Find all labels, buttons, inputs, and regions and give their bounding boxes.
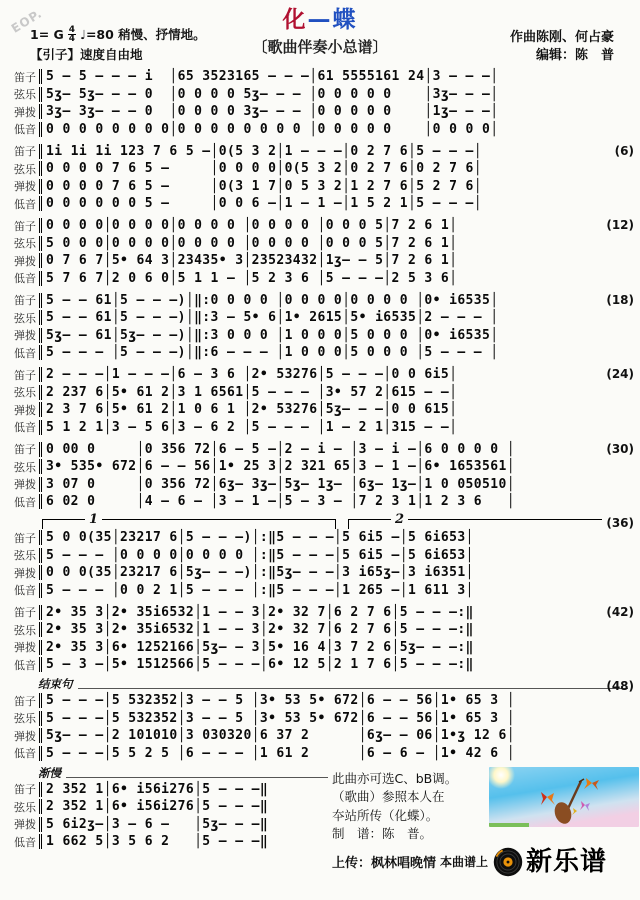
instrument-label: 弹拨 bbox=[14, 329, 36, 343]
notes-line: 5 — — — │0 0 0 0│0 0 0 0 │:‖5 — — —│5 6i5 —│5 6i653│ bbox=[39, 548, 474, 563]
instrument-label: 弦乐 bbox=[14, 549, 36, 563]
notes-line: 2 3 7 6│5• 61 2│1 0 6 1 │2• 53276│5ʒ— — —│0 0 615│ bbox=[39, 402, 457, 417]
stave-row bbox=[6, 547, 630, 565]
stave-row bbox=[6, 564, 630, 582]
instrument-label: 弹拨 bbox=[14, 478, 36, 492]
stave-row bbox=[6, 692, 630, 710]
bottom-score-slot bbox=[6, 767, 330, 878]
system-4 bbox=[6, 292, 634, 362]
instrument-label: 笛子 bbox=[14, 145, 36, 159]
instrument-label: 弹拨 bbox=[14, 729, 36, 743]
instrument-label: 低音 bbox=[14, 584, 36, 598]
instrument-label: 弹拨 bbox=[14, 566, 36, 580]
instrument-label: 低音 bbox=[14, 346, 36, 360]
notes-line: 1i 1i 1i 123 7 6 5 —│0(5 3 2│1 — — —│0 2 7 6│5 — — —│ bbox=[39, 144, 482, 159]
stave-row bbox=[6, 529, 630, 547]
tempo-label: ♩=80 稍慢、抒情地。 bbox=[80, 27, 206, 42]
stave-row bbox=[6, 270, 630, 288]
notes-line: 0 0 0 0 0 0 5 — │0 0 6 —│1 — 1 —│1 5 2 1│5 — — —│ bbox=[39, 196, 482, 211]
footer-top bbox=[332, 767, 639, 844]
instrument-label: 笛子 bbox=[14, 694, 36, 708]
instrument-label: 低音 bbox=[14, 495, 36, 509]
notes-line: 5 — — 61│5 — — —)│‖:3 — 5• 6│1• 2615│5• i6535│2 — — — │ bbox=[39, 310, 498, 325]
notes-line: 5 — — —│5 532352│3 — — 5 │3• 53 5• 672│6 — — 56│1• 65 3 │ bbox=[39, 693, 515, 708]
stave-row bbox=[6, 419, 630, 437]
stave-row bbox=[6, 384, 630, 402]
vinyl-record-icon bbox=[492, 846, 524, 878]
notes-line: 5 — — —│5 532352│3 — — 5 │3• 53 5• 672│6 — — 56│1• 65 3 │ bbox=[39, 711, 515, 726]
stave-row bbox=[6, 178, 630, 196]
system-2 bbox=[6, 143, 634, 213]
system-3 bbox=[6, 217, 634, 287]
notes-line: 1 662 5│3 5 6 2 │5 — — —‖ bbox=[39, 834, 268, 849]
measure-number: (24) bbox=[606, 367, 634, 381]
title-dash: — bbox=[307, 7, 333, 33]
notes-line: 2 — — —│1 — — —│6 — 3 6 │2• 53276│5 — — —│0 0 6i5│ bbox=[39, 367, 457, 382]
instrument-label: 弦乐 bbox=[14, 623, 36, 637]
stave-row bbox=[6, 195, 630, 213]
stave-row bbox=[6, 68, 630, 86]
partial-cutoff-text: 本曲谱上 bbox=[440, 855, 489, 869]
volta-1-label: 1 bbox=[85, 512, 102, 527]
stave-row bbox=[6, 833, 330, 851]
measure-number: (48) bbox=[606, 679, 634, 693]
title-char-red: 化 bbox=[282, 7, 308, 33]
score-systems bbox=[0, 66, 640, 762]
instrument-label: 笛子 bbox=[14, 294, 36, 308]
measure-number: (12) bbox=[606, 218, 634, 232]
notes-line: 5 — 3 —│5• 1512566│5 — — —│6• 12 5│2 1 7 6│5 — — —:‖ bbox=[39, 657, 474, 672]
notes-line: 3 07 0 │0 356 72│6ʒ— 3ʒ—│5ʒ— 1ʒ— │6ʒ— 1ʒ—│1 0 050510│ bbox=[39, 477, 515, 492]
stave-row bbox=[6, 103, 630, 121]
system-8 bbox=[6, 604, 634, 674]
notes-line: 5 — — — │0 0 2 1│5 — — — │:‖5 — — —│1 265 —│1 611 3│ bbox=[39, 583, 474, 598]
stave-row bbox=[6, 710, 630, 728]
instrument-label: 低音 bbox=[14, 272, 36, 286]
instrument-label: 笛子 bbox=[14, 368, 36, 382]
system-5 bbox=[6, 366, 634, 436]
system-10 bbox=[6, 767, 330, 851]
instrument-label: 笛子 bbox=[14, 783, 36, 797]
notes-line: 0 0 0 0 7 6 5 — │0 0 0 0│0(5 3 2│0 2 7 6│0 2 7 6│ bbox=[39, 161, 482, 176]
notes-line: 5 7 6 7│2 0 6 0│5 1 1 — │5 2 3 6 │5 — — —│2 5 3 6│ bbox=[39, 271, 457, 286]
stave-row bbox=[6, 816, 330, 834]
stave-row bbox=[6, 401, 630, 419]
stave-row bbox=[6, 121, 630, 139]
instrument-label: 弦乐 bbox=[14, 800, 36, 814]
system-9 bbox=[6, 677, 634, 762]
notes-line: 5 — — — │5 — — —)│‖:6 — — — │1 0 0 0│5 0 0 0 │5 — — — │ bbox=[39, 345, 498, 360]
instrument-label: 笛子 bbox=[14, 443, 36, 457]
score-header bbox=[0, 0, 640, 66]
instrument-label: 笛子 bbox=[14, 531, 36, 545]
notes-line: 5ʒ— — —│2 101010│3 030320│6 37 2 │6ʒ— — 06│1•ʒ 12 6│ bbox=[39, 728, 515, 743]
footer-note-line: 制 谱：陈 普。 bbox=[332, 826, 433, 841]
site-logo bbox=[492, 846, 607, 878]
stave-row bbox=[6, 458, 630, 476]
notes-line: 0 0 0 0│0 0 0 0│0 0 0 0 │0 0 0 0 │0 0 0 5│7 2 6 1│ bbox=[39, 218, 457, 233]
stave-row bbox=[6, 235, 630, 253]
system-7 bbox=[6, 512, 634, 599]
instrument-label: 弦乐 bbox=[14, 311, 36, 325]
section-annotation-row bbox=[38, 767, 330, 781]
measure-number: (36) bbox=[606, 516, 634, 530]
scenery-image bbox=[489, 767, 639, 827]
notes-line: 2 352 1│6• i56i276│5 — — —‖ bbox=[39, 782, 268, 797]
stave-row bbox=[6, 86, 630, 104]
measure-number: (6) bbox=[614, 143, 634, 158]
stave-row bbox=[6, 476, 630, 494]
notes-line: 5ʒ— — 61│5ʒ— — —)│‖:3 0 0 0 │1 0 0 0│5 0 0 0 │0• i6535│ bbox=[39, 328, 498, 343]
notes-line: 3ʒ— 3ʒ— — — 0 │0 0 0 0 3ʒ— — — │0 0 0 0 0 │1ʒ— — —│ bbox=[39, 104, 498, 119]
instrument-label: 弦乐 bbox=[14, 162, 36, 176]
stave-row bbox=[6, 781, 330, 799]
notes-line: 6 02 0 │4 — 6 — │3 — 1 —│5 — 3 — │7 2 3 1│1 2 3 6 │ bbox=[39, 494, 515, 509]
footer-note-line: 夲站所传（化蝶）。 bbox=[332, 807, 439, 823]
notes-line: 2• 35 3│6• 1252166│5ʒ— — 3│5• 16 4│3 7 2 6│5ʒ— — —:‖ bbox=[39, 640, 474, 655]
measure-number: (42) bbox=[606, 604, 634, 619]
stave-row bbox=[6, 798, 330, 816]
instrument-label: 笛子 bbox=[14, 70, 36, 84]
notes-line: 5ʒ— 5ʒ— — — 0 │0 0 0 0 5ʒ— — — │0 0 0 0 0 │3ʒ— — —│ bbox=[39, 87, 498, 102]
stave-row bbox=[6, 745, 630, 763]
measure-number: (30) bbox=[606, 441, 634, 456]
bottom-right bbox=[330, 767, 639, 878]
key-signature-line bbox=[30, 25, 206, 43]
instrument-label: 弦乐 bbox=[14, 386, 36, 400]
instrument-label: 弹拨 bbox=[14, 403, 36, 417]
notes-line: 5 — — —│5 5 2 5 │6 — — — │1 61 2 │6 — 6 — │1• 42 6 │ bbox=[39, 746, 515, 761]
instrument-label: 弦乐 bbox=[14, 88, 36, 102]
measure-number: (18) bbox=[606, 292, 634, 307]
notes-line: 5 — — 61│5 — — —)│‖:0 0 0 0 │0 0 0 0│0 0 0 0 │0• i6535│ bbox=[39, 293, 498, 308]
intro-marking: 【引子】速度自由地 bbox=[30, 47, 143, 62]
notes-line: 0 0 0(35│23217 6│5ʒ— — —)│:‖5ʒ— — —│3 i65ʒ—│3 i6351│ bbox=[39, 565, 474, 580]
notes-line: 2• 35 3│2• 35i6532│1 — — 3│2• 32 7│6 2 7 6│5 — — —:‖ bbox=[39, 605, 474, 620]
instrument-label: 弹拨 bbox=[14, 641, 36, 655]
stave-row bbox=[6, 160, 630, 178]
instrument-label: 弹拨 bbox=[14, 254, 36, 268]
stave-row bbox=[6, 621, 630, 639]
stave-row bbox=[6, 604, 630, 622]
notes-line: 2• 35 3│2• 35i6532│1 — — 3│2• 32 7│6 2 7 6│5 — — —:‖ bbox=[39, 622, 474, 637]
volta-bracket bbox=[42, 512, 336, 529]
section-annotation-label: 结束句 bbox=[38, 677, 73, 691]
eop-watermark: EOP. bbox=[8, 6, 45, 36]
notes-line: 5 0 0 0│0 0 0 0│0 0 0 0 │0 0 0 0 │0 0 0 5│7 2 6 1│ bbox=[39, 236, 457, 251]
composer-credit: 作曲陈刚、何占豪 bbox=[509, 30, 614, 45]
notes-line: 0 7 6 7│5• 64 3│23435• 3│23523432│1ʒ— — 5│7 2 6 1│ bbox=[39, 253, 457, 268]
section-bracket-line bbox=[66, 777, 328, 778]
stave-row bbox=[6, 252, 630, 270]
notes-line: 5 1 2 1│3 — 5 6│3 — 6 2 │5 — — — │1 — 2 1│315 — —│ bbox=[39, 420, 457, 435]
instrument-label: 笛子 bbox=[14, 219, 36, 233]
notes-line: 3• 535• 672│6 — — 56│1• 25 3│2 321 65│3 — 1 —│6• 1653561│ bbox=[39, 459, 515, 474]
instrument-label: 低音 bbox=[14, 123, 36, 137]
instrument-label: 弦乐 bbox=[14, 237, 36, 251]
system-1 bbox=[6, 68, 630, 138]
stave-row bbox=[6, 217, 630, 235]
stave-row bbox=[6, 143, 630, 161]
stave-row bbox=[6, 441, 630, 459]
footer-notes bbox=[332, 767, 484, 844]
stave-row bbox=[6, 327, 630, 345]
instrument-label: 弹拨 bbox=[14, 180, 36, 194]
notes-line: 5 0 0(35│23217 6│5 — — —)│:‖5 — — —│5 6i5 —│5 6i653│ bbox=[39, 530, 474, 545]
stave-row bbox=[6, 656, 630, 674]
instrument-label: 低音 bbox=[14, 658, 36, 672]
instrument-label: 弦乐 bbox=[14, 712, 36, 726]
score-subtitle: 〔歌曲伴奏小总谱〕 bbox=[252, 38, 388, 56]
system-6 bbox=[6, 441, 634, 511]
stave-row bbox=[6, 292, 630, 310]
editor-credit: 编辑：陈 普 bbox=[535, 48, 614, 63]
notes-line: 5 6i2ʒ—│3 — 6 — │5ʒ— — —‖ bbox=[39, 817, 268, 832]
section-annotation-label: 渐慢 bbox=[38, 765, 61, 780]
instrument-label: 低音 bbox=[14, 747, 36, 761]
instrument-label: 低音 bbox=[14, 197, 36, 211]
notes-line: 0 0 0 0 7 6 5 — │0(3 1 7│0 5 3 2│1 2 7 6│5 2 7 6│ bbox=[39, 179, 482, 194]
footer-note-line: 此曲亦可选C、bB调。 bbox=[332, 770, 458, 786]
instrument-label: 低音 bbox=[14, 421, 36, 435]
uploader-credit: 上传：枫林唱晚情 bbox=[332, 856, 437, 871]
instrument-label: 弦乐 bbox=[14, 460, 36, 474]
instrument-label: 弹拨 bbox=[14, 105, 36, 119]
instrument-label: 低音 bbox=[14, 835, 36, 849]
title-char-blue: 蝶 bbox=[332, 7, 358, 33]
stave-row bbox=[6, 366, 630, 384]
volta-bracket bbox=[348, 512, 602, 529]
key-label: 1= G bbox=[30, 26, 64, 42]
stave-row bbox=[6, 727, 630, 745]
section-bracket-line bbox=[78, 688, 629, 689]
notes-line: 0 0 0 0 0 0 0 0│0 0 0 0 0 0 0 0 │0 0 0 0 0 │0 0 0 0│ bbox=[39, 122, 498, 137]
volta-2-label: 2 bbox=[391, 512, 408, 527]
bottom-row bbox=[6, 767, 636, 878]
footer-note-line: （歌曲）参照本人在 bbox=[332, 789, 445, 804]
stave-row bbox=[6, 582, 630, 600]
notes-line: 2 352 1│6• i56i276│5 — — —‖ bbox=[39, 799, 268, 814]
stave-row bbox=[6, 493, 630, 511]
volta-brackets bbox=[42, 512, 630, 529]
stave-row bbox=[6, 344, 630, 362]
footer-bottom bbox=[332, 846, 639, 878]
stave-row bbox=[6, 639, 630, 657]
notes-line: 0 00 0 │0 356 72│6 — 5 —│2 — i — │3 — i —│6 0 0 0 0 │ bbox=[39, 442, 515, 457]
stave-row bbox=[6, 309, 630, 327]
site-logo-text: 新乐谱 bbox=[526, 846, 608, 877]
section-annotation-row bbox=[38, 678, 630, 692]
instrument-label: 弹拨 bbox=[14, 818, 36, 832]
time-signature: 4 4 bbox=[68, 24, 76, 44]
notes-line: 5 — 5 — — — i │65 3523165 — — —│61 5555161 24│3 — — —│ bbox=[39, 69, 498, 84]
instrument-label: 笛子 bbox=[14, 606, 36, 620]
notes-line: 2 237 6│5• 61 2│3 1 6561│5 — — — │3• 57 2│615 — —│ bbox=[39, 385, 457, 400]
